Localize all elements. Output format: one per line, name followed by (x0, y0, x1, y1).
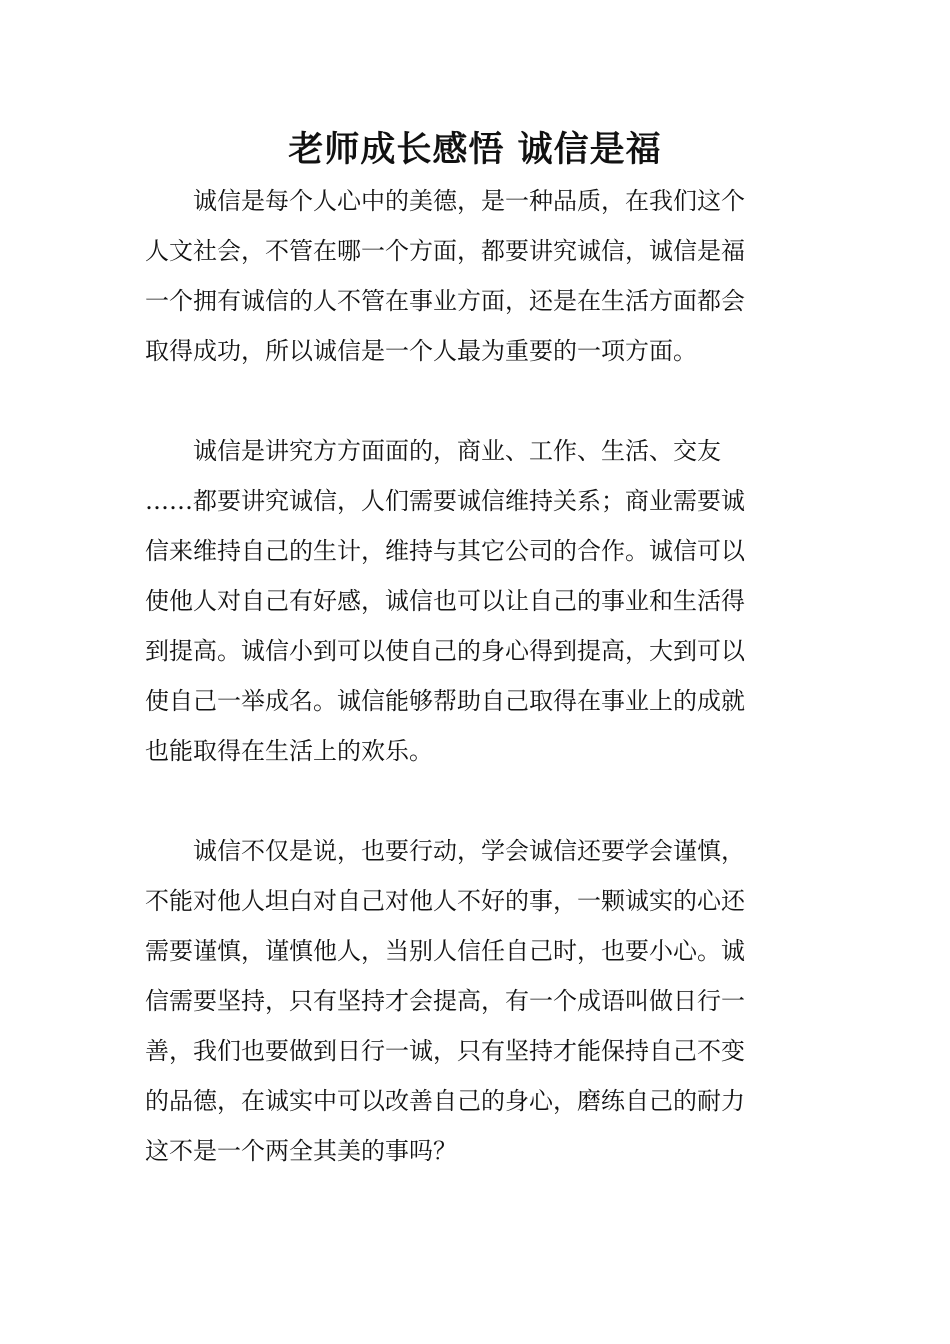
paragraph-line: 的品德，在诚实中可以改善自己的身心，磨练自己的耐力 (145, 1087, 745, 1115)
paragraph-line: 一个拥有诚信的人不管在事业方面，还是在生活方面都会 (145, 287, 745, 315)
paragraph-1 (145, 176, 810, 376)
paragraph-line: 诚信是每个人心中的美德，是一种品质，在我们这个 (145, 187, 745, 215)
paragraph-line: 善，我们也要做到日行一诚，只有坚持才能保持自己不变 (145, 1037, 745, 1065)
document-body (145, 176, 810, 1176)
paragraph-line: 诚信是讲究方方面面的，商业、工作、生活、交友 (145, 437, 721, 465)
paragraph-line: 信来维持自己的生计，维持与其它公司的合作。诚信可以 (145, 537, 745, 565)
paragraph-2 (145, 426, 810, 776)
paragraph-line: 诚信不仅是说，也要行动，学会诚信还要学会谨慎， (145, 837, 745, 865)
page-title: 老师成长感悟 诚信是福 (288, 130, 662, 170)
paragraph-line: ……都要讲究诚信，人们需要诚信维持关系；商业需要诚 (145, 487, 745, 515)
paragraph-line: 这不是一个两全其美的事吗？ (145, 1137, 457, 1165)
paragraph-line: 取得成功，所以诚信是一个人最为重要的一项方面。 (145, 337, 697, 365)
paragraph-spacer (145, 776, 810, 826)
paragraph-line: 需要谨慎，谨慎他人，当别人信任自己时，也要小心。诚 (145, 937, 745, 965)
paragraph-line: 人文社会，不管在哪一个方面，都要讲究诚信，诚信是福 (145, 237, 745, 265)
paragraph-line: 到提高。诚信小到可以使自己的身心得到提高，大到可以 (145, 637, 745, 665)
paragraph-line: 也能取得在生活上的欢乐。 (145, 737, 433, 765)
paragraph-line: 使自己一举成名。诚信能够帮助自己取得在事业上的成就 (145, 687, 745, 715)
paragraph-line: 不能对他人坦白对自己对他人不好的事，一颗诚实的心还 (145, 887, 745, 915)
paragraph-line: 使他人对自己有好感，诚信也可以让自己的事业和生活得 (145, 587, 745, 615)
paragraph-spacer (145, 376, 810, 426)
paragraph-3 (145, 826, 810, 1176)
paragraph-line: 信需要坚持，只有坚持才会提高，有一个成语叫做日行一 (145, 987, 745, 1015)
